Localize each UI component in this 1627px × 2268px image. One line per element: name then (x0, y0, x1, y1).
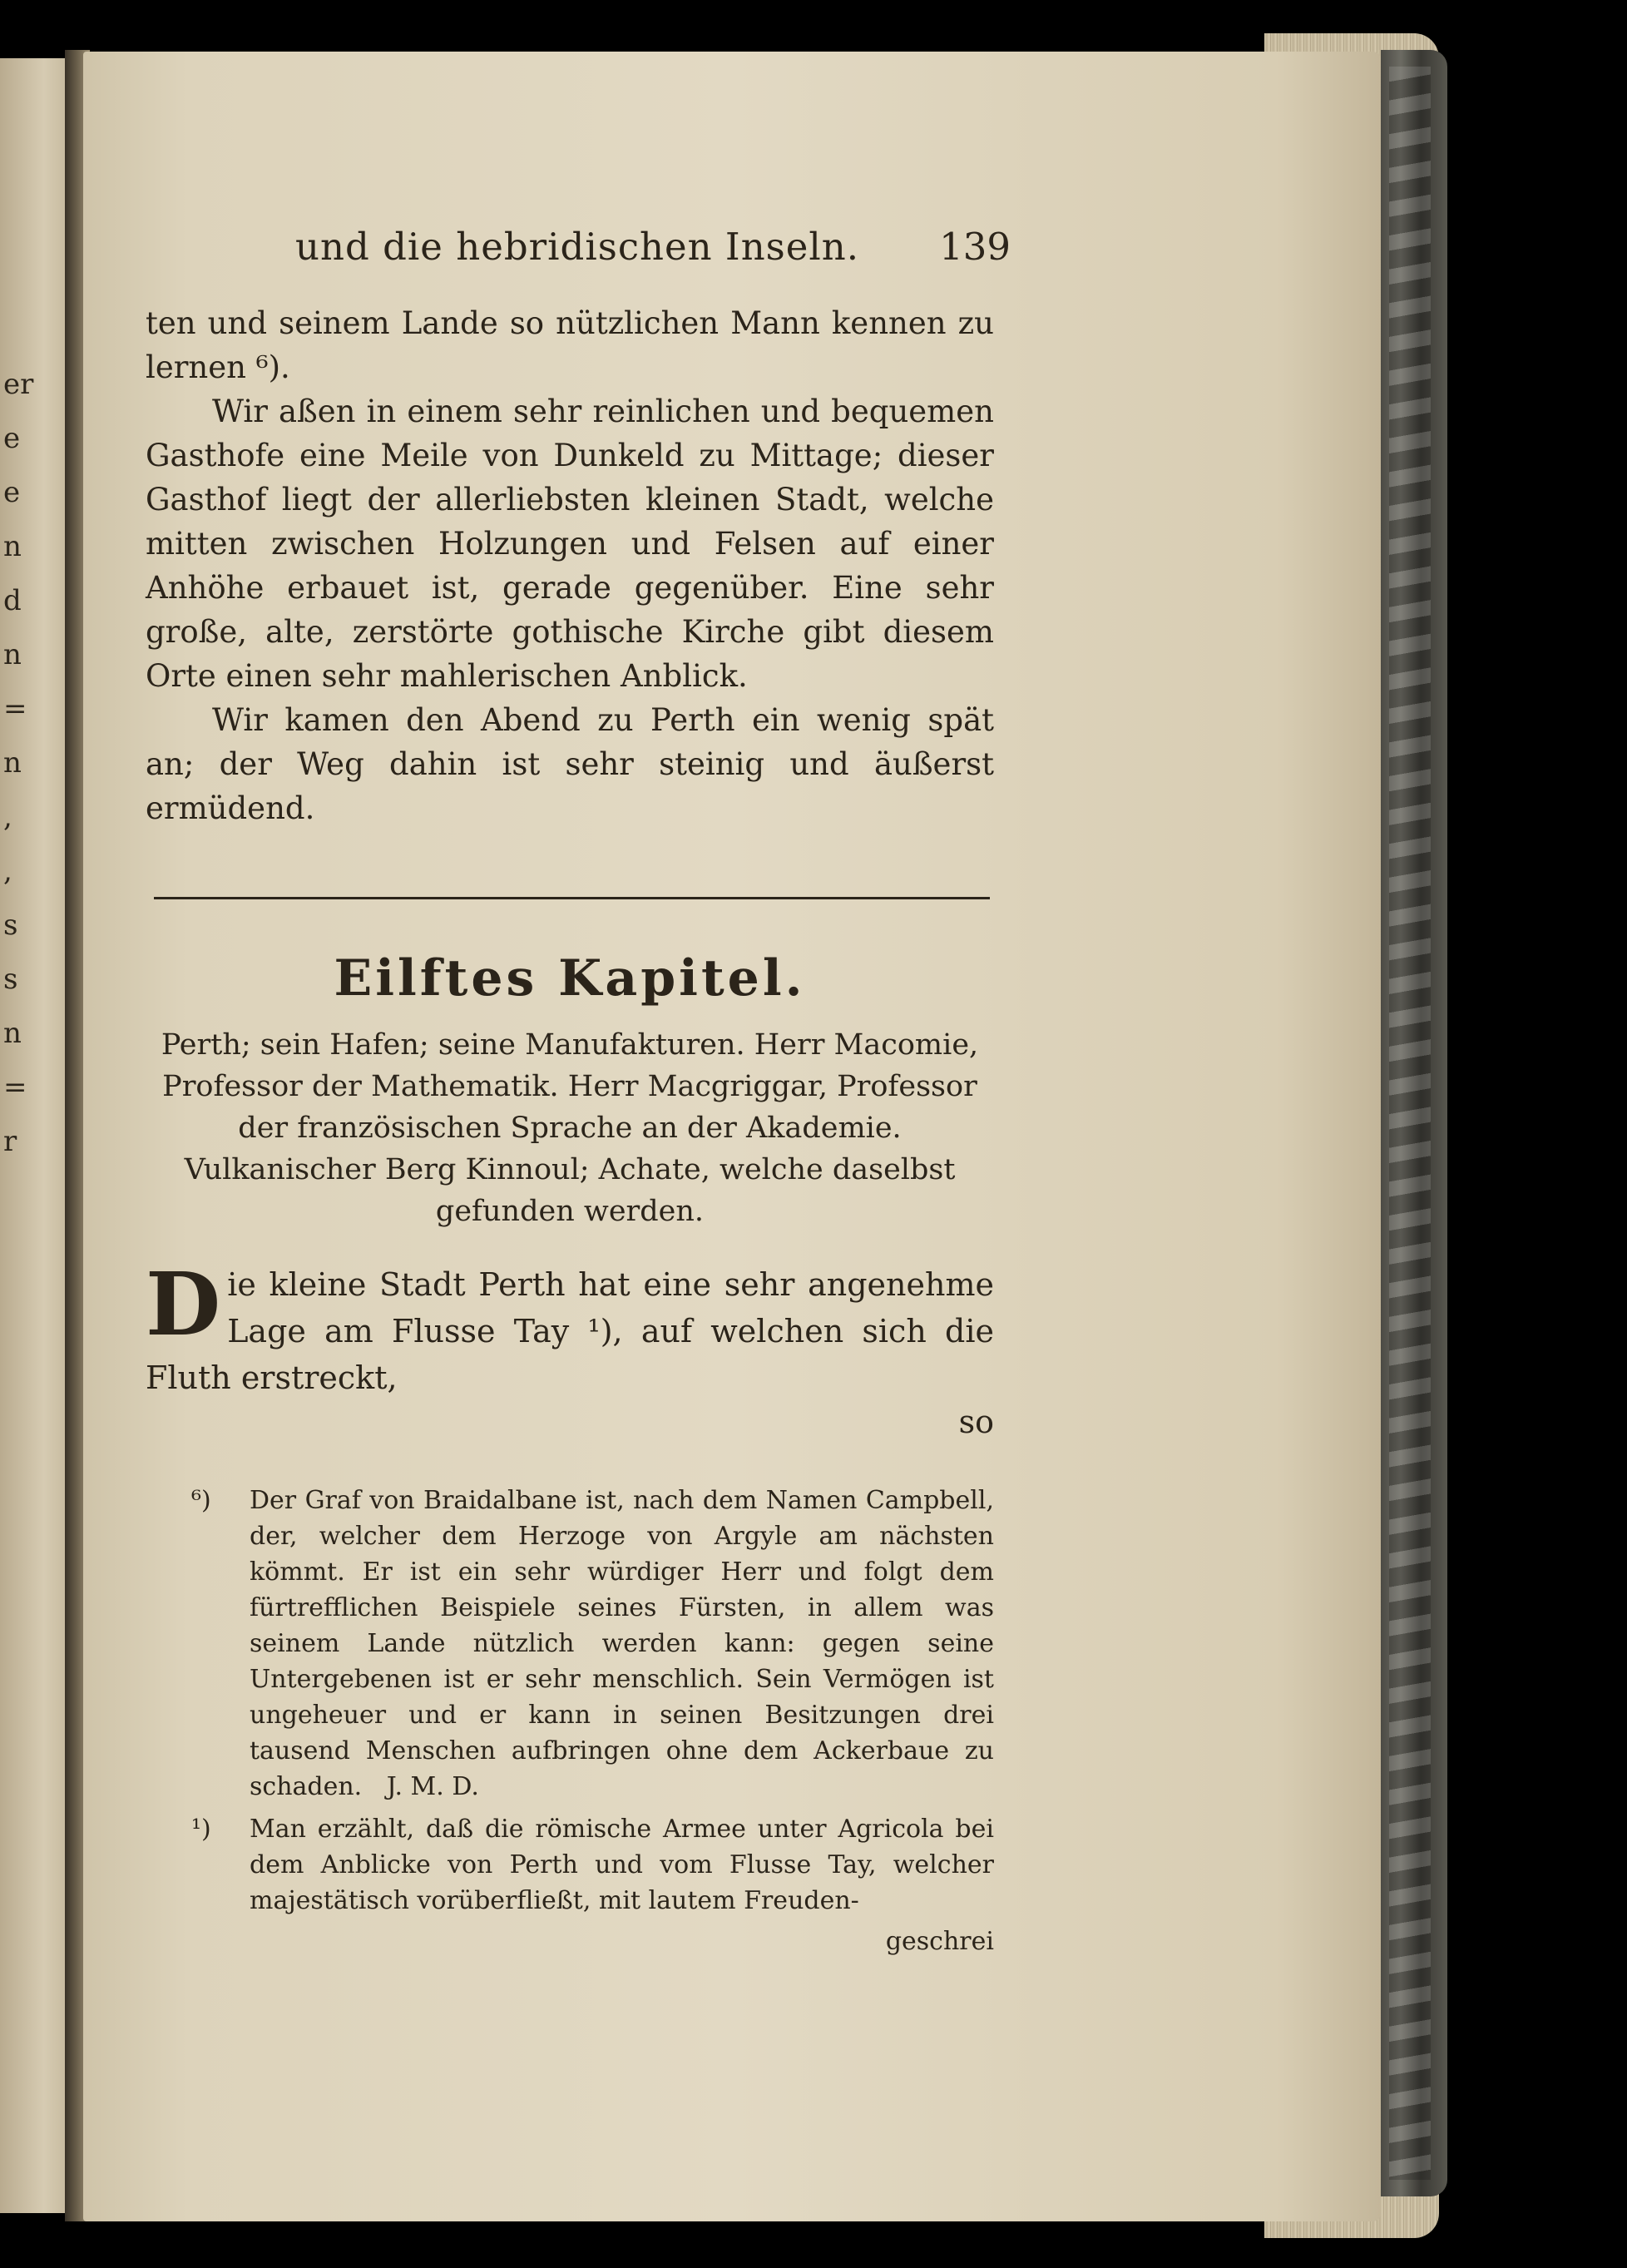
chapter-summary: Perth; sein Hafen; seine Manufakturen. Herr Macomie, Professor der Mathematik. Herr Macgriggar, Professor der französischen Sprache an der Akademie. Vulkanischer Berg Kinnoul; Achate, welche daselbst gefunden werden. (161, 1028, 979, 1228)
edge-letter: n (3, 638, 22, 671)
edge-letter: n (3, 530, 22, 563)
edge-letter: d (3, 584, 22, 617)
footnote-text: Man erzählt, daß die römische Armee unter Agricola bei dem Anblicke von Perth und vom Flusse Tay, welcher majestätisch vorüberfließt, mit lautem Freuden- (250, 1815, 994, 1915)
drop-cap: D (146, 1253, 221, 1355)
edge-letter: er (3, 368, 34, 401)
paragraph-dunkeld: Wir aßen in einem sehr reinlichen und bequemen Gasthofe eine Meile von Dunkeld zu Mittage; dieser Gasthof liegt der allerliebsten kleinen Stadt, welche mitten zwischen Holzungen und Felsen auf einer Anhöhe erbauet ist, gerade gegenüber. Eine sehr große, alte, zerstörte gothische Kirche gibt diesem Orte einen sehr mahlerischen Anblick. (146, 394, 994, 694)
edge-letter: = (3, 692, 27, 725)
page-header (146, 225, 1011, 283)
footnote-signature: J. M. D. (386, 1772, 479, 1801)
edge-letter: s (3, 963, 18, 996)
footnote (146, 1483, 994, 1805)
left-page-edge (0, 58, 73, 2213)
edge-letter: n (3, 746, 22, 780)
edge-letter: , (3, 854, 12, 888)
chapter-opening (146, 1253, 994, 1401)
footnote-mark: ¹) (191, 1815, 211, 1844)
edge-letter: , (3, 800, 12, 834)
running-title: und die hebridischen Inseln. (295, 225, 860, 269)
page-number: 139 (939, 225, 1011, 269)
chapter-title: Eilftes Kapitel. (334, 949, 806, 1008)
footnote (146, 1811, 994, 1919)
paragraph-continuation: ten und seinem Lande so nützlichen Mann kennen zu lernen ⁶). (146, 305, 994, 385)
edge-letter: e (3, 422, 21, 455)
left-page-letters (3, 358, 37, 1169)
book-cover-edge (1381, 50, 1447, 2196)
opening-text: ie kleine Stadt Perth hat eine sehr angenehme Lage am Flusse Tay ¹), auf welchen sich die Fluth erstreckt, (146, 1266, 994, 1396)
catchword: so (958, 1404, 994, 1440)
edge-letter: = (3, 1071, 27, 1104)
footnotes (146, 1483, 994, 1959)
footer-catchword: geschrei (885, 1927, 994, 1956)
edge-letter: s (3, 909, 18, 942)
section-rule (154, 897, 990, 899)
edge-letter: r (3, 1125, 17, 1158)
footnote-mark: ⁶) (191, 1486, 211, 1515)
edge-letter: e (3, 476, 21, 509)
footnote-text: Der Graf von Braidalbane ist, nach dem Namen Campbell, der, welcher dem Herzoge von Argyle am nächsten kömmt. Er ist ein sehr würdiger Herr und folgt dem fürtrefflichen Beispiele seines Fürsten, in allem was seinem Lande nützlich werden kann: gegen seine Untergebenen ist er sehr menschlich. Sein Vermögen ist ungeheuer und er kann in seinen Besitzungen drei tausend Menschen aufbringen ohne dem Ackerbaue zu schaden. (250, 1486, 994, 1801)
paragraph-perth-arrival: Wir kamen den Abend zu Perth ein wenig spät an; der Weg dahin ist sehr steinig und äußerst ermüdend. (146, 702, 994, 826)
page-text (146, 225, 1011, 1959)
edge-letter: n (3, 1017, 22, 1050)
